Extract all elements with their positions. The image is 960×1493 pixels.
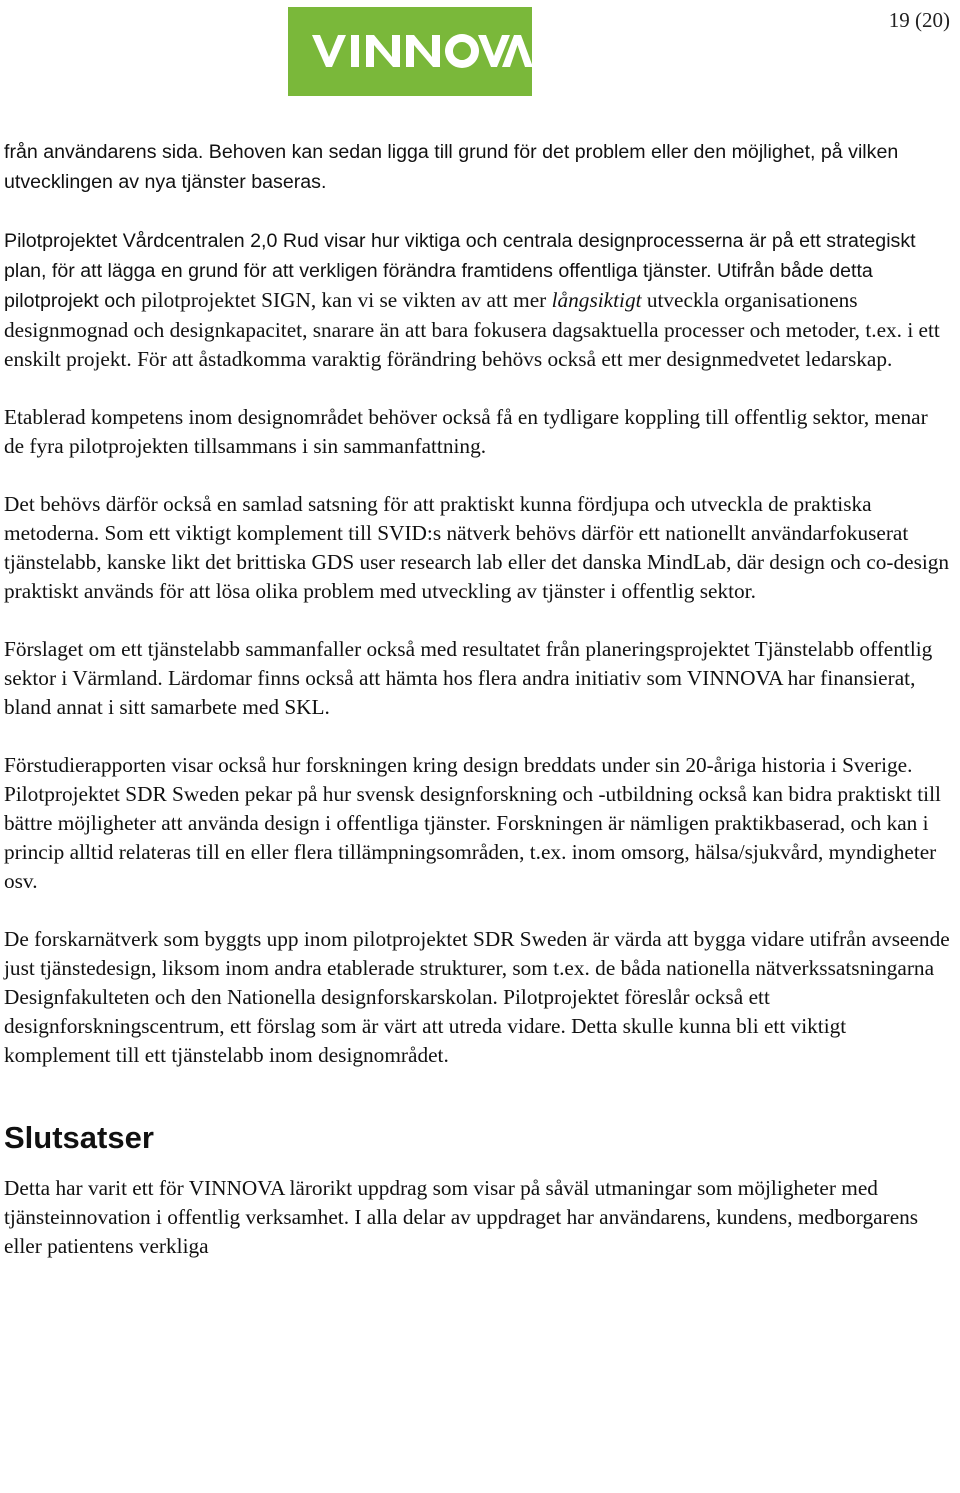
section-heading: Slutsatser <box>4 1120 154 1155</box>
paragraph-1 <box>4 137 952 197</box>
vinnova-logo <box>288 7 532 96</box>
paragraph-5: Förslaget om ett tjänstelabb sammanfaller också med resultatet från planeringsprojektet Tjänstelabb offentlig sektor i Värmland. Lärdomar finns också att hämta hos flera andra initiativ som VINNOVA har finansierat, bland annat i sitt samarbete med SKL. <box>4 637 933 719</box>
vinnova-logo-wordmark <box>288 7 532 96</box>
paragraph-6: Förstudierapporten visar också hur forskningen kring design breddats under sin 20-åriga historia i Sverige. Pilotprojektet SDR Sweden pekar på hur svensk designforskning och -utbildning också kan bidra praktiskt till bättre möjligheter att använda design i offentliga tjänster. Forskningen är nämligen praktikbaserad, och kan i princip alltid relateras till en eller flera tillämpningsområden, t.ex. inom omsorg, hälsa/sjukvård, myndigheter osv. <box>4 753 941 893</box>
paragraph-2 <box>4 226 952 374</box>
paragraph-2-text-b: utveckla organisationens designmognad och designkapacitet, snarare än att bara fokusera dagsaktuella processer och metoder, t.ex. i ett enskilt projekt. För att åstadkomma varaktig förändring behövs också ett mer designmedvetet ledarskap. <box>4 288 940 371</box>
document-body <box>4 137 952 1290</box>
paragraph-2-emphasis: långsiktigt <box>551 288 642 312</box>
paragraph-3: Etablerad kompetens inom designområdet behöver också få en tydligare koppling till offentlig sektor, menar de fyra pilotprojekten tillsammans i sin sammanfattning. <box>4 405 928 458</box>
page-number: 19 (20) <box>888 8 950 32</box>
paragraph-4: Det behövs därför också en samlad satsning för att praktiskt kunna fördjupa och utveckla de praktiska metoderna. Som ett viktigt komplement till SVID:s nätverk behövs därför ett nationellt användarfokuserat tjänstelabb, kanske likt det brittiska GDS user research lab eller det danska MindLab, där design och co-design praktiskt används för att lösa olika problem med utveckling av tjänster i offentlig sektor. <box>4 492 950 603</box>
paragraph-1-text: från användarens sida. Behoven kan sedan ligga till grund för det problem eller den möjlighet, på vilken utvecklingen av nya tjänster baseras. <box>4 141 899 193</box>
section-paragraph: Detta har varit ett för VINNOVA lärorikt uppdrag som visar på såväl utmaningar som möjligheter med tjänsteinnovation i offentlig verksamhet. I alla delar av uppdraget har användarens, kundens, medborgarens eller patientens verkliga <box>4 1176 919 1258</box>
paragraph-2-lead: Pilotprojektet Vårdcentralen 2,0 Rud visar hur viktiga och centrala designprocesserna är på ett strategiskt plan, för att lägga en grund för att verkligen förändra framtidens offentliga tjänster. Utifrån både detta pilotprojekt och <box>4 230 916 312</box>
paragraph-2-text-a: pilotprojektet SIGN, kan vi se vikten av att mer <box>135 288 552 312</box>
paragraph-7: De forskarnätverk som byggts upp inom pilotprojektet SDR Sweden är värda att bygga vidare utifrån avseende just tjänstedesign, liksom inom andra etablerade strukturer, som t.ex. de båda nationella nätverkssatsningarna Designfakulteten och den Nationella designforskarskolan. Pilotprojektet föreslår också ett designforskningscentrum, ett förslag som är värt att utreda vidare. Detta skulle kunna bli ett viktigt komplement till ett tjänstelabb inom designområdet. <box>4 927 950 1067</box>
